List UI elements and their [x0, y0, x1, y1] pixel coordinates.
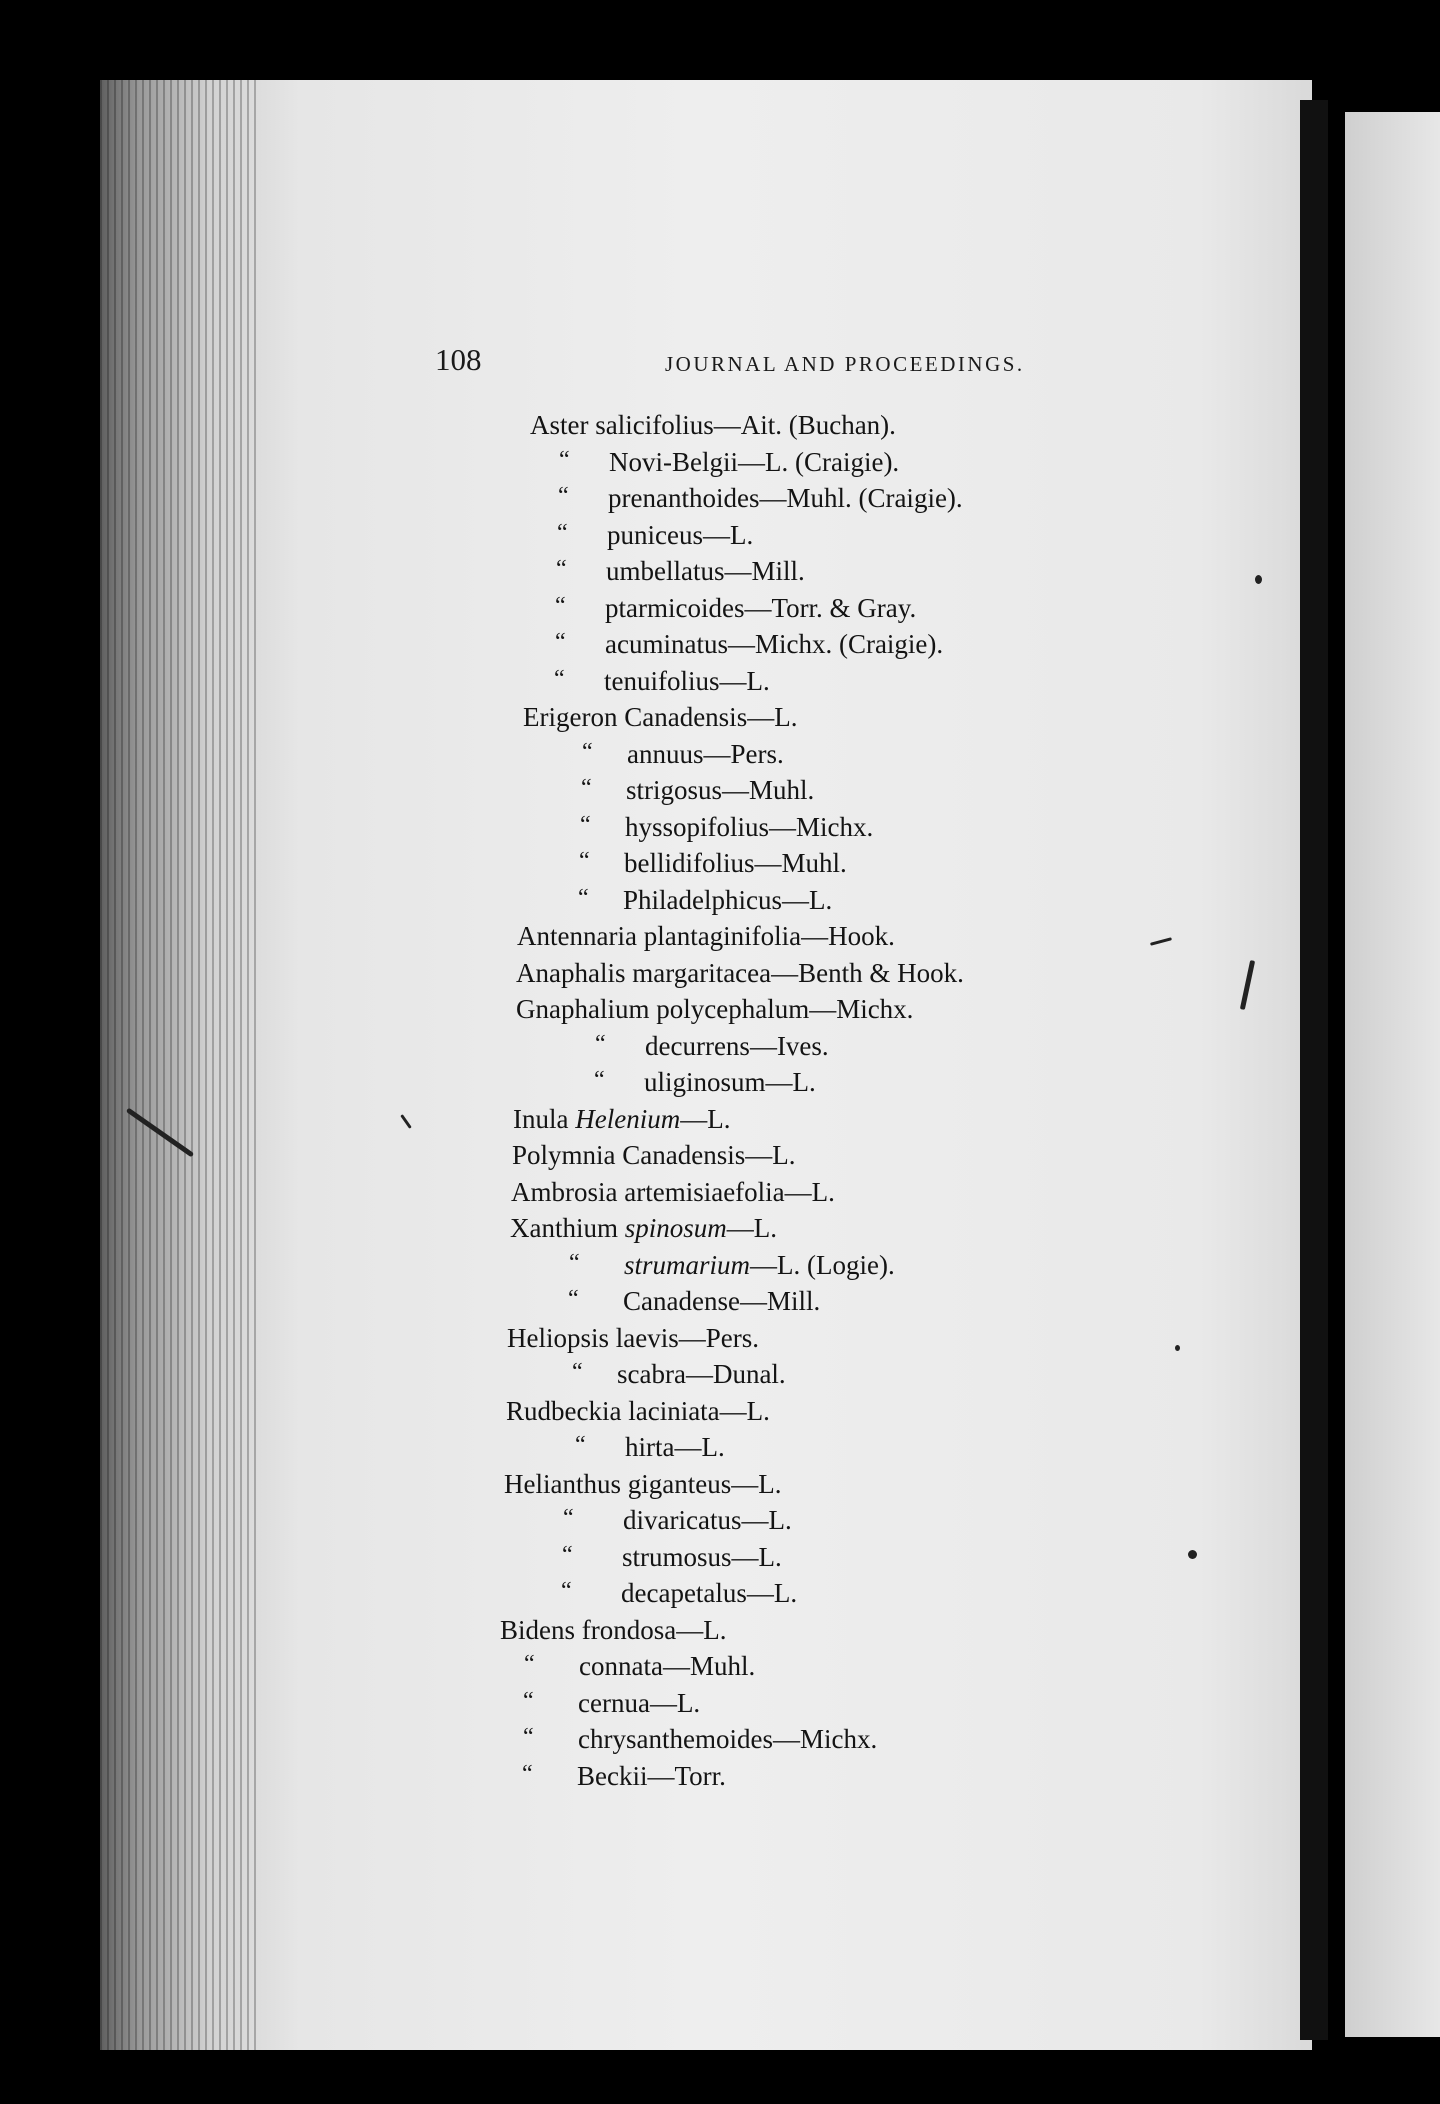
genus-name: Polymnia — [512, 1140, 616, 1170]
species-epithet — [644, 1067, 816, 1098]
genus-name: Helianthus — [504, 1468, 621, 1499]
species-epithet — [575, 1104, 730, 1134]
epithet-authority: Beckii—Torr. — [577, 1760, 726, 1791]
epithet-authority: Canadense—Mill. — [623, 1286, 821, 1316]
species-epithet — [577, 1761, 726, 1792]
species-entry — [514, 1067, 1274, 1104]
species-epithet — [578, 1724, 877, 1755]
species-epithet — [609, 447, 899, 478]
species-entry — [501, 1578, 1261, 1615]
ditto-mark: “ — [563, 1505, 574, 1531]
ditto-mark: “ — [582, 738, 593, 765]
species-entry — [525, 593, 1285, 630]
epithet-authority: Philadelphicus—L. — [623, 884, 833, 915]
epithet-authority: strigosus—Muhl. — [626, 775, 815, 805]
species-entry — [515, 1031, 1275, 1068]
epithet-authority: cernua—L. — [578, 1687, 701, 1718]
species-entry — [524, 666, 1284, 703]
species-epithet — [628, 1396, 770, 1426]
ink-speck — [1255, 575, 1262, 584]
species-epithet — [625, 1432, 725, 1463]
species-entry — [512, 1140, 1272, 1177]
species-entry — [522, 739, 1282, 776]
species-entry — [504, 1469, 1264, 1506]
species-epithet — [624, 1177, 835, 1207]
page-number: 108 — [435, 342, 482, 377]
species-epithet — [623, 1286, 820, 1317]
ditto-mark: “ — [581, 775, 592, 801]
ink-speck — [1175, 1345, 1180, 1351]
epithet-authority: laevis—Pers. — [615, 1322, 759, 1353]
species-epithet — [625, 812, 873, 843]
epithet-authority: ptarmicoides—Torr. & Gray. — [605, 592, 917, 623]
species-entry — [498, 1688, 1258, 1725]
species-entry — [507, 1359, 1267, 1396]
species-entry — [528, 483, 1288, 520]
book-gutter — [1300, 100, 1328, 2040]
epithet-authority: decapetalus—L. — [621, 1578, 798, 1608]
species-epithet — [621, 1578, 797, 1609]
ditto-mark: “ — [578, 884, 589, 911]
epithet-authority: strumosus—L. — [622, 1541, 782, 1572]
epithet-authority: decurrens—Ives. — [645, 1030, 829, 1061]
species-entry — [518, 885, 1278, 922]
species-epithet — [623, 885, 832, 916]
ditto-mark: “ — [557, 519, 568, 546]
genus-name: Heliopsis — [507, 1322, 610, 1353]
species-epithet — [626, 775, 814, 806]
species-list — [500, 410, 1290, 1797]
species-entry — [507, 1323, 1267, 1360]
species-epithet — [608, 483, 963, 514]
epithet-authority: salicifolius—Ait. (Buchan). — [595, 410, 896, 440]
genus-name: Erigeron — [523, 702, 618, 732]
epithet-authority: umbellatus—Mill. — [606, 556, 805, 586]
epithet-authority: connata—Muhl. — [579, 1651, 756, 1681]
species-entry — [509, 1250, 1269, 1287]
ditto-mark: “ — [575, 1432, 586, 1458]
genus-name: Antennaria — [517, 921, 637, 951]
species-epithet — [622, 1140, 795, 1170]
species-epithet — [645, 1031, 829, 1062]
species-epithet — [625, 1213, 777, 1243]
epithet-authority: artemisiaefolia—L. — [624, 1176, 835, 1207]
epithet-authority: scabra—Dunal. — [617, 1359, 786, 1389]
epithet-authority: laciniata—L. — [628, 1395, 770, 1426]
epithet-authority: puniceus—L. — [607, 519, 754, 550]
epithet-authority: frondosa—L. — [581, 1614, 727, 1645]
epithet-italic: spinosum — [624, 1213, 727, 1243]
species-entry — [516, 994, 1276, 1031]
ditto-mark: “ — [523, 1724, 534, 1750]
ditto-mark: “ — [561, 1578, 572, 1604]
species-entry — [499, 1651, 1259, 1688]
genus-name: Ambrosia — [511, 1176, 618, 1207]
ditto-mark: “ — [554, 665, 565, 692]
epithet-authority: —L. (Logie). — [750, 1249, 895, 1280]
species-entry — [521, 775, 1281, 812]
species-epithet — [617, 1359, 786, 1390]
species-entry — [513, 1104, 1273, 1141]
species-entry — [526, 556, 1286, 593]
ditto-mark: “ — [555, 592, 566, 619]
species-entry — [498, 1724, 1258, 1761]
species-entry — [530, 410, 1290, 447]
epithet-authority: Novi-Belgii—L. (Craigie). — [609, 446, 900, 477]
epithet-authority: margaritacea—Benth & Hook. — [632, 957, 964, 988]
species-entry — [519, 848, 1279, 885]
epithet-authority: divaricatus—L. — [623, 1505, 792, 1535]
species-entry — [511, 1177, 1271, 1214]
species-epithet — [622, 1542, 782, 1573]
species-entry — [505, 1432, 1265, 1469]
epithet-authority: annuus—Pers. — [627, 738, 784, 769]
ditto-mark: “ — [556, 556, 567, 582]
species-epithet — [616, 1323, 759, 1353]
ditto-mark: “ — [579, 848, 590, 874]
species-entry — [506, 1396, 1266, 1433]
epithet-authority: —L. — [726, 1213, 778, 1243]
genus-name: Xanthium — [510, 1213, 618, 1243]
species-entry — [529, 447, 1289, 484]
species-epithet — [579, 1651, 755, 1682]
epithet-authority: bellidifolius—Muhl. — [624, 848, 847, 878]
species-entry — [508, 1286, 1268, 1323]
species-entry — [502, 1542, 1262, 1579]
species-epithet — [624, 702, 797, 732]
epithet-authority: hyssopifolius—Michx. — [625, 811, 874, 842]
running-head — [435, 342, 1135, 382]
epithet-authority: uliginosum—L. — [644, 1067, 816, 1097]
epithet-authority: Canadensis—L. — [624, 702, 798, 732]
ditto-mark: “ — [568, 1286, 579, 1312]
epithet-authority: tenuifolius—L. — [604, 665, 770, 696]
ditto-mark: “ — [559, 446, 570, 473]
ditto-mark: “ — [594, 1067, 605, 1093]
genus-name: Anaphalis — [516, 957, 626, 988]
species-epithet — [595, 410, 896, 440]
species-epithet — [605, 629, 943, 660]
species-entry — [520, 812, 1280, 849]
ditto-mark: “ — [595, 1030, 606, 1057]
epithet-authority: acuminatus—Michx. (Craigie). — [605, 629, 944, 659]
facing-page-edge — [1345, 112, 1440, 2037]
genus-name: Aster — [530, 410, 589, 440]
genus-name: Gnaphalium — [516, 994, 650, 1024]
ditto-mark: “ — [580, 811, 591, 838]
ditto-mark: “ — [572, 1359, 583, 1385]
species-entry — [527, 520, 1287, 557]
epithet-authority: polycephalum—Michx. — [656, 994, 914, 1024]
species-epithet — [605, 593, 916, 624]
species-epithet — [578, 1688, 700, 1719]
species-epithet — [604, 666, 770, 697]
epithet-authority: hirta—L. — [625, 1432, 725, 1462]
genus-name: Bidens — [500, 1614, 576, 1645]
epithet-authority: chrysanthemoides—Michx. — [578, 1724, 878, 1754]
species-entry — [510, 1213, 1270, 1250]
ditto-mark: “ — [555, 629, 566, 655]
epithet-italic: strumarium — [624, 1249, 751, 1280]
species-epithet — [623, 1505, 792, 1536]
ink-speck — [1188, 1550, 1197, 1559]
species-epithet — [607, 520, 753, 551]
species-entry — [516, 958, 1276, 995]
species-epithet — [606, 556, 805, 587]
species-entry — [525, 629, 1285, 666]
genus-name: Inula — [513, 1103, 569, 1134]
epithet-authority: —L. — [680, 1103, 731, 1134]
species-entry — [503, 1505, 1263, 1542]
species-epithet — [628, 1469, 782, 1499]
epithet-authority: Canadensis—L. — [622, 1140, 796, 1170]
species-epithet — [582, 1615, 727, 1645]
species-epithet — [632, 958, 964, 988]
ditto-mark: “ — [524, 1651, 535, 1677]
epithet-authority: plantaginifolia—Hook. — [643, 921, 895, 951]
ditto-mark: “ — [523, 1687, 534, 1714]
epithet-authority: prenanthoides—Muhl. (Craigie). — [608, 483, 963, 513]
species-entry — [500, 1615, 1260, 1652]
species-entry — [497, 1761, 1257, 1798]
species-epithet — [624, 848, 847, 879]
species-epithet — [624, 1250, 895, 1281]
running-head-title: JOURNAL AND PROCEEDINGS. — [665, 352, 1025, 376]
species-epithet — [644, 921, 895, 951]
species-epithet — [627, 739, 784, 770]
epithet-italic: Helenium — [575, 1103, 681, 1134]
species-entry — [523, 702, 1283, 739]
page-edge-shading — [100, 80, 260, 2050]
genus-name: Rudbeckia — [506, 1395, 622, 1426]
ditto-mark: “ — [522, 1760, 533, 1787]
ditto-mark: “ — [562, 1541, 573, 1568]
ditto-mark: “ — [558, 483, 569, 509]
species-epithet — [656, 994, 913, 1024]
ditto-mark: “ — [569, 1249, 580, 1276]
epithet-authority: giganteus—L. — [627, 1468, 782, 1499]
